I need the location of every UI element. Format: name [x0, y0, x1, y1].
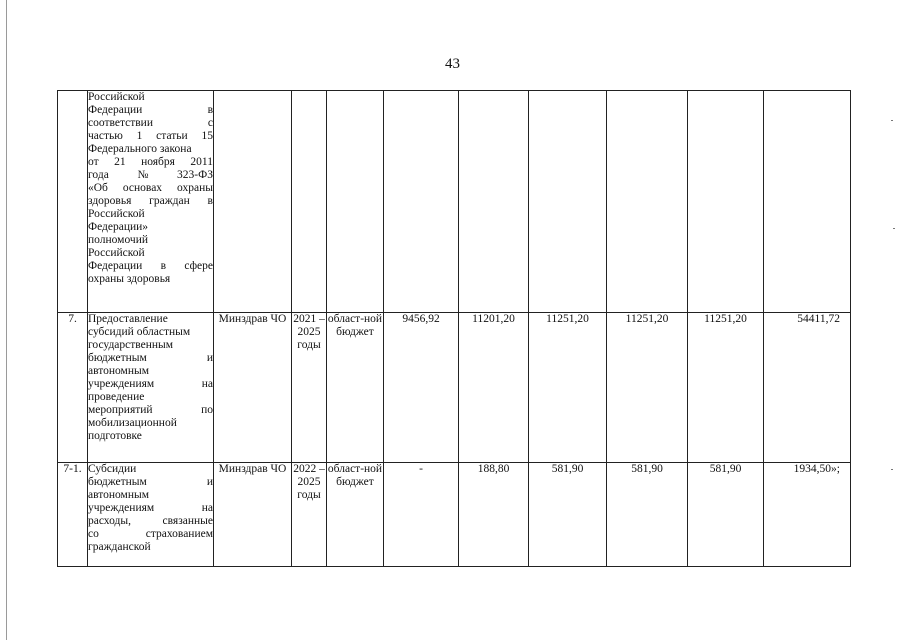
table-row	[58, 463, 851, 567]
amount-cell: 1934,50»;	[764, 463, 851, 567]
description-line: Российской	[88, 91, 145, 103]
description-line: Федерации в сфере	[88, 260, 213, 272]
amount-cell: 54411,72	[764, 313, 851, 463]
description-line: мероприятий по	[88, 404, 213, 416]
amount-cell: 11251,20	[607, 313, 688, 463]
description-line: Предоставление	[88, 313, 168, 325]
activity-description-cell	[88, 463, 214, 567]
description-line: Субсидии	[88, 463, 137, 475]
description-line: от 21 ноября 2011	[88, 156, 213, 168]
description-line: Федерации в	[88, 104, 213, 116]
amount-cell: 581,90	[529, 463, 607, 567]
activity-description-cell	[88, 91, 214, 313]
description-line: года № 323-ФЗ	[88, 169, 213, 181]
description-line: бюджетным и	[88, 476, 213, 488]
description-line: со страхованием	[88, 528, 213, 540]
program-activities-table	[57, 90, 851, 567]
description-line: полномочий	[88, 234, 148, 246]
amount-cell: -	[384, 463, 459, 567]
description-line: расходы, связанные	[88, 515, 213, 527]
amount-cell	[764, 91, 851, 313]
funding-source-cell	[327, 91, 384, 313]
description-line: бюджетным и	[88, 352, 213, 364]
amount-cell	[384, 91, 459, 313]
description-line: Российской	[88, 247, 145, 259]
description-line: государственным	[88, 339, 174, 351]
executor-cell: Минздрав ЧО	[214, 313, 292, 463]
description-line: охраны здоровья	[88, 273, 171, 285]
amount-cell: 581,90	[688, 463, 764, 567]
scan-speck	[893, 228, 895, 229]
row-number-cell: 7-1.	[58, 463, 88, 567]
executor-cell: Минздрав ЧО	[214, 463, 292, 567]
row-number-cell: 7.	[58, 313, 88, 463]
description-line: субсидий областным	[88, 326, 191, 338]
table-row	[58, 313, 851, 463]
period-cell: 2021 – 2025 годы	[292, 313, 327, 463]
description-line: здоровья граждан в	[88, 195, 213, 207]
description-line: «Об основах охраны	[88, 182, 213, 194]
page-number: 43	[445, 56, 460, 72]
row-number-cell	[58, 91, 88, 313]
scan-speck	[891, 120, 893, 121]
description-line: Федерации»	[88, 221, 149, 233]
description-line: автономным	[88, 365, 149, 377]
description-line: Федерального закона	[88, 143, 192, 155]
description-line: частью 1 статьи 15	[88, 130, 213, 142]
amount-cell: 9456,92	[384, 313, 459, 463]
amount-cell	[529, 91, 607, 313]
period-cell	[292, 91, 327, 313]
amount-cell: 188,80	[459, 463, 529, 567]
description-line: учреждениям на	[88, 502, 213, 514]
funding-source-cell: област-ной бюджет	[327, 313, 384, 463]
scan-edge-line	[6, 0, 7, 640]
scan-speck	[891, 469, 893, 470]
description-line: подготовке	[88, 430, 142, 442]
description-line: автономным	[88, 489, 149, 501]
description-line: учреждениям на	[88, 378, 213, 390]
executor-cell	[214, 91, 292, 313]
amount-cell	[607, 91, 688, 313]
amount-cell: 581,90	[607, 463, 688, 567]
description-line: соответствии с	[88, 117, 213, 129]
description-line: гражданской	[88, 541, 151, 553]
funding-source-cell: област-ной бюджет	[327, 463, 384, 567]
amount-cell: 11201,20	[459, 313, 529, 463]
activity-description-cell	[88, 313, 214, 463]
table-body	[58, 91, 851, 567]
amount-cell	[688, 91, 764, 313]
description-line: Российской	[88, 208, 145, 220]
amount-cell: 11251,20	[688, 313, 764, 463]
amount-cell: 11251,20	[529, 313, 607, 463]
description-line: проведение	[88, 391, 145, 403]
amount-cell	[459, 91, 529, 313]
description-line: мобилизационной	[88, 417, 177, 429]
period-cell: 2022 – 2025 годы	[292, 463, 327, 567]
table-row	[58, 91, 851, 313]
